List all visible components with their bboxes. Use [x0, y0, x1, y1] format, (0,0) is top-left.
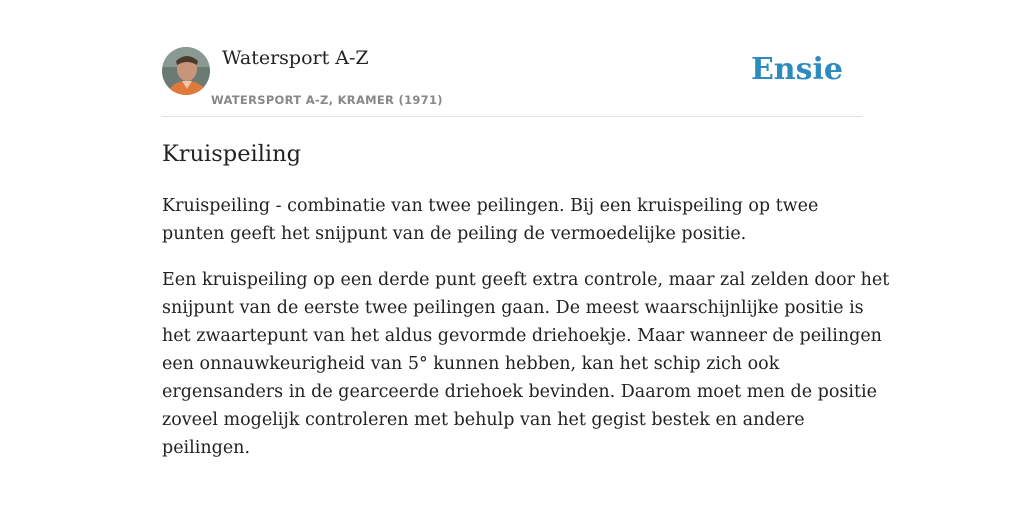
entry-definition	[162, 192, 890, 480]
source-subtitle[interactable]: WATERSPORT A-Z, KRAMER (1971)	[211, 93, 443, 107]
definition-line: punten geeft het snijpunt van de peiling de vermoedelijke positie.	[162, 224, 747, 244]
definition-line: ergensanders in de gearceerde driehoek bevinden. Daarom moet men de positie	[162, 382, 877, 402]
person-photo-icon	[162, 47, 210, 95]
definition-line: snijpunt van de eerste twee peilingen gaan. De meest waarschijnlijke positie is	[162, 298, 864, 318]
definition-line: het zwaartepunt van het aldus gevormde driehoekje. Maar wanneer de peilingen	[162, 326, 882, 346]
source-avatar[interactable]	[162, 47, 210, 95]
definition-line: een onnauwkeurigheid van 5° kunnen hebben, kan het schip zich ook	[162, 354, 780, 374]
source-title[interactable]: Watersport A-Z	[222, 47, 369, 69]
definition-line: zoveel mogelijk controleren met behulp van het gegist bestek en andere	[162, 410, 805, 430]
brand-logo[interactable]: Ensie	[750, 52, 843, 87]
entry-term: Kruispeiling	[162, 141, 301, 167]
source-header	[162, 46, 862, 117]
definition-line: Kruispeiling - combinatie van twee peilingen. Bij een kruispeiling op twee	[162, 196, 819, 216]
definition-line: peilingen.	[162, 438, 251, 458]
definition-line: Een kruispeiling op een derde punt geeft extra controle, maar zal zelden door het	[162, 270, 890, 290]
definition-paragraph	[162, 266, 890, 462]
definition-paragraph	[162, 192, 866, 248]
